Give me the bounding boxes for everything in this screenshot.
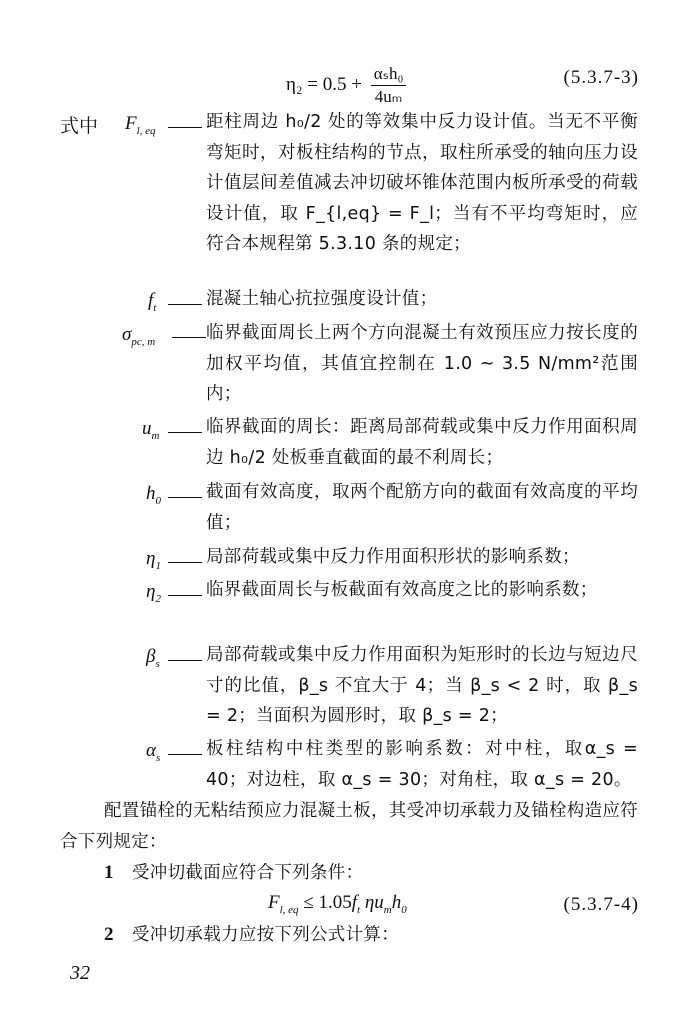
formula-expression: $F_{l, eq} \le 1.05f_t$ $\eta u_mh_0$	[268, 892, 407, 916]
dash	[168, 304, 202, 305]
fraction-denominator: 4uₘ	[374, 87, 403, 106]
symbol-h0: $h_0$	[146, 483, 161, 507]
item-number: 2	[104, 924, 114, 945]
item-number: 1	[104, 862, 114, 883]
definition-text: 混凝土轴心抗拉强度设计值；	[206, 289, 438, 309]
symbol-eta2: $\eta_2$	[146, 581, 161, 605]
item-text: 受冲切截面应符合下列条件：	[132, 863, 364, 883]
symbol-eta1: $\eta_1$	[146, 548, 161, 572]
formula-expression	[286, 63, 410, 108]
fraction-numerator: αₛh₀	[371, 63, 407, 86]
definition-text: 临界截面的周长：距离局部荷载或集中反力作用面积周边 h₀/2 处板垂直截面的最不利周长；	[206, 417, 638, 468]
definition-text: 局部荷载或集中反力作用面积为矩形时的长边与短边尺寸的比值，β_s 不宜大于 4；当 β_s < 2 时，取 β_s = 2；当面积为圆形时，取 β_s = 2；	[206, 645, 638, 726]
definition-text: 截面有效高度，取两个配筋方向的截面有效高度的平均值；	[206, 482, 638, 533]
definition-text: 距柱周边 h₀/2 处的等效集中反力设计值。当无不平衡弯矩时，对板柱结构的节点，取柱所承受的轴向压力设计值层间差值减去冲切破坏锥体范围内板所承受的荷载设计值，取 F_{l,eq} = F_l；当有不平均弯矩时，应符合本规程第 5.3.10 条的规定；	[206, 112, 638, 254]
dash	[168, 595, 202, 596]
formula-number: (5.3.7-3)	[563, 67, 639, 88]
symbol-beta-s: $\beta_s$	[146, 646, 160, 670]
dash	[168, 497, 202, 498]
item-text: 受冲切承载力应按下列公式计算：	[132, 925, 399, 945]
formula-fraction	[371, 63, 407, 108]
definition-text: 临界截面周长上两个方向混凝土有效预压应力按长度的加权平均值，其值宜控制在 1.0 ~ 3.5 N/mm²范围内；	[206, 323, 638, 404]
symbol-f-t: $f_t$	[148, 290, 157, 314]
page-number: 32	[70, 962, 90, 984]
dash	[168, 660, 202, 661]
definition-text: 局部荷载或集中反力作用面积形状的影响系数；	[206, 547, 580, 567]
symbol-u-m: $u_m$	[142, 418, 160, 442]
formula-5-3-7-3	[0, 55, 697, 105]
dash	[168, 127, 202, 128]
definitions-lead: 式中	[60, 115, 99, 137]
dash	[168, 432, 202, 433]
formula-5-3-7-4	[0, 888, 697, 922]
dash	[168, 754, 202, 755]
body-paragraph: 配置锚栓的无粘结预应力混凝土板，其受冲切承载力及锚栓构造应符合下列规定：	[60, 801, 638, 852]
symbol-sigma-pc-m: $\sigma_{pc, m}$	[122, 324, 156, 348]
formula-lhs: η₂ = 0.5 +	[286, 73, 362, 95]
definition-text: 临界截面周长与板截面有效高度之比的影响系数；	[206, 580, 598, 600]
formula-number: (5.3.7-4)	[563, 894, 639, 915]
symbol-f-l-eq: $F_{l, eq}$	[125, 113, 156, 137]
symbol-alpha-s: $\alpha_s$	[146, 740, 161, 764]
dash	[168, 562, 202, 563]
definition-text: 板柱结构中柱类型的影响系数：对中柱，取α_s = 40；对边柱，取 α_s = 30；对角柱，取 α_s = 20。	[206, 739, 638, 790]
dash	[172, 337, 206, 338]
